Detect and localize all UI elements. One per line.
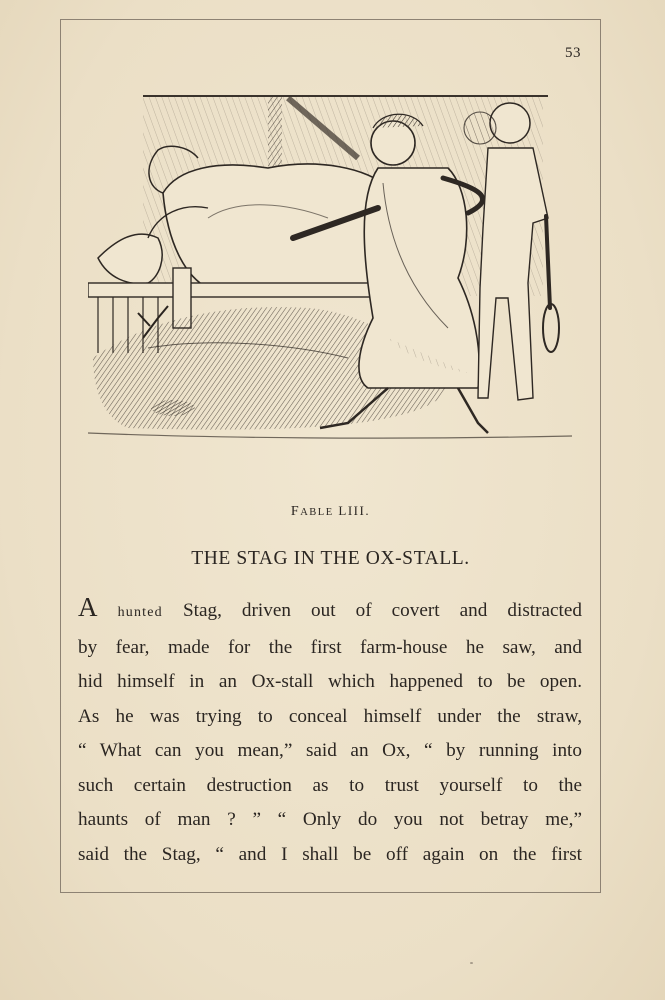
body-line: “ What can you mean,” said an Ox, “ by running into: [78, 740, 582, 761]
body-line: said the Stag, “ and I shall be off again on the first: [78, 843, 582, 865]
body-line: haunts of man ? ” “ Only do you not betray me,”: [78, 809, 582, 830]
fable-number: [60, 503, 601, 520]
body-line: [78, 590, 582, 631]
body-line: hid himself in an Ox-stall which happened to be open.: [78, 671, 582, 692]
body-line: As he was trying to conceal himself under the straw,: [78, 705, 582, 727]
drop-cap: A: [78, 592, 98, 622]
fable-title: THE STAG IN THE OX-STALL.: [191, 548, 470, 569]
fable-numeral: LIII.: [338, 503, 371, 518]
body-line: such certain destruction as to trust yourself to the: [78, 774, 582, 796]
fable-number-initial: F: [290, 504, 301, 519]
small-caps-word: hunted: [117, 605, 163, 620]
body-line: by fear, made for the first farm-house he saw, and: [78, 636, 582, 658]
page-number: 53: [565, 45, 581, 61]
fable-number-rest: ABLE: [300, 507, 334, 518]
fable-illustration: [88, 88, 572, 450]
paper-speck: [470, 962, 473, 964]
body-line-text: Stag, driven out of covert and distracted: [162, 600, 583, 621]
fable-body: [78, 590, 582, 872]
